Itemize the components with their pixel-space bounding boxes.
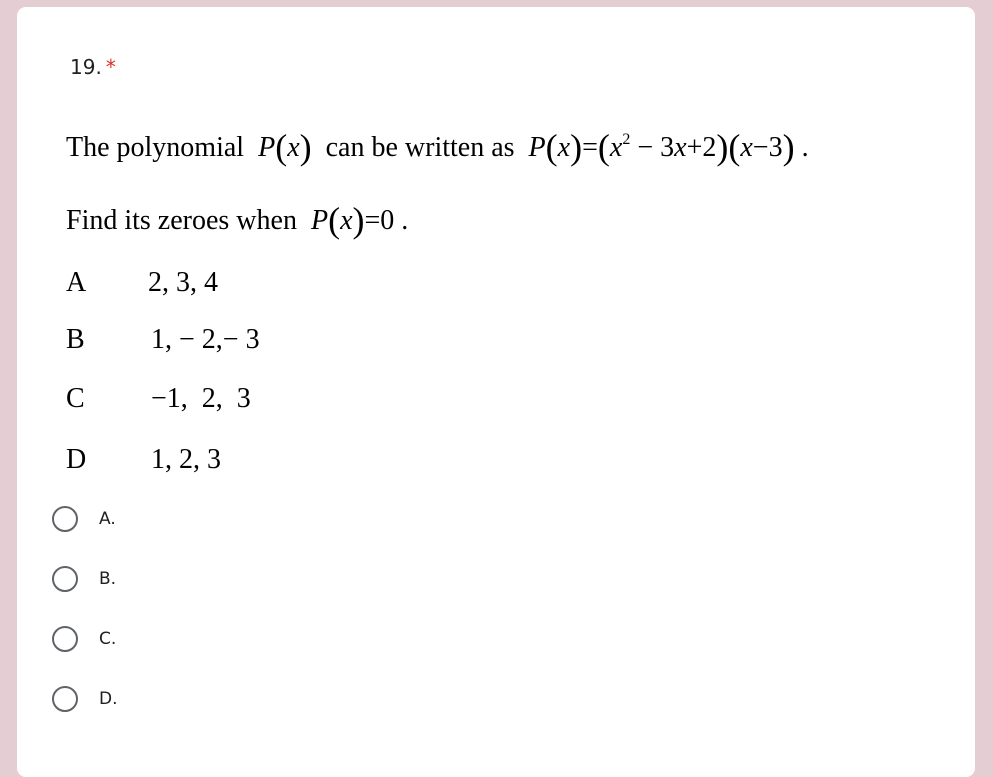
option-value-b: 1, − 2,− 3 xyxy=(151,324,260,355)
question-header xyxy=(70,55,116,79)
option-letter-d: D xyxy=(66,444,87,475)
zero-condition: P(x)=0 . xyxy=(310,200,409,240)
option-value-c: −1, 2, 3 xyxy=(151,383,251,414)
choice-a[interactable] xyxy=(52,503,116,535)
option-value-a: 2, 3, 4 xyxy=(148,267,218,298)
option-letter-b: B xyxy=(66,324,85,355)
radio-button-d[interactable] xyxy=(52,686,78,712)
choice-c[interactable] xyxy=(52,623,116,655)
radio-button-b[interactable] xyxy=(52,566,78,592)
choice-b[interactable] xyxy=(52,563,116,595)
statement-prefix: The polynomial xyxy=(66,132,245,163)
statement-mid: can be written as xyxy=(325,132,515,163)
polynomial-symbol: P(x) xyxy=(258,127,312,167)
choice-d[interactable] xyxy=(52,683,118,715)
option-value-d: 1, 2, 3 xyxy=(151,444,221,475)
instruction-prefix: Find its zeroes when xyxy=(66,205,297,236)
polynomial-equation: $P(x)=(x^2 - 3x+2)(x-3)$ . xyxy=(528,127,809,167)
option-letter-c: C xyxy=(66,383,85,414)
question-statement xyxy=(66,123,809,165)
question-number: 19. xyxy=(70,55,102,79)
radio-button-a[interactable] xyxy=(52,506,78,532)
question-instruction xyxy=(66,196,408,238)
required-asterisk: * xyxy=(105,55,116,79)
choice-label-b: B. xyxy=(99,569,117,589)
choice-label-a: A. xyxy=(99,509,116,529)
radio-button-c[interactable] xyxy=(52,626,78,652)
choice-label-c: C. xyxy=(99,629,117,649)
option-letter-a: A xyxy=(66,267,87,298)
choice-label-d: D. xyxy=(99,689,118,709)
